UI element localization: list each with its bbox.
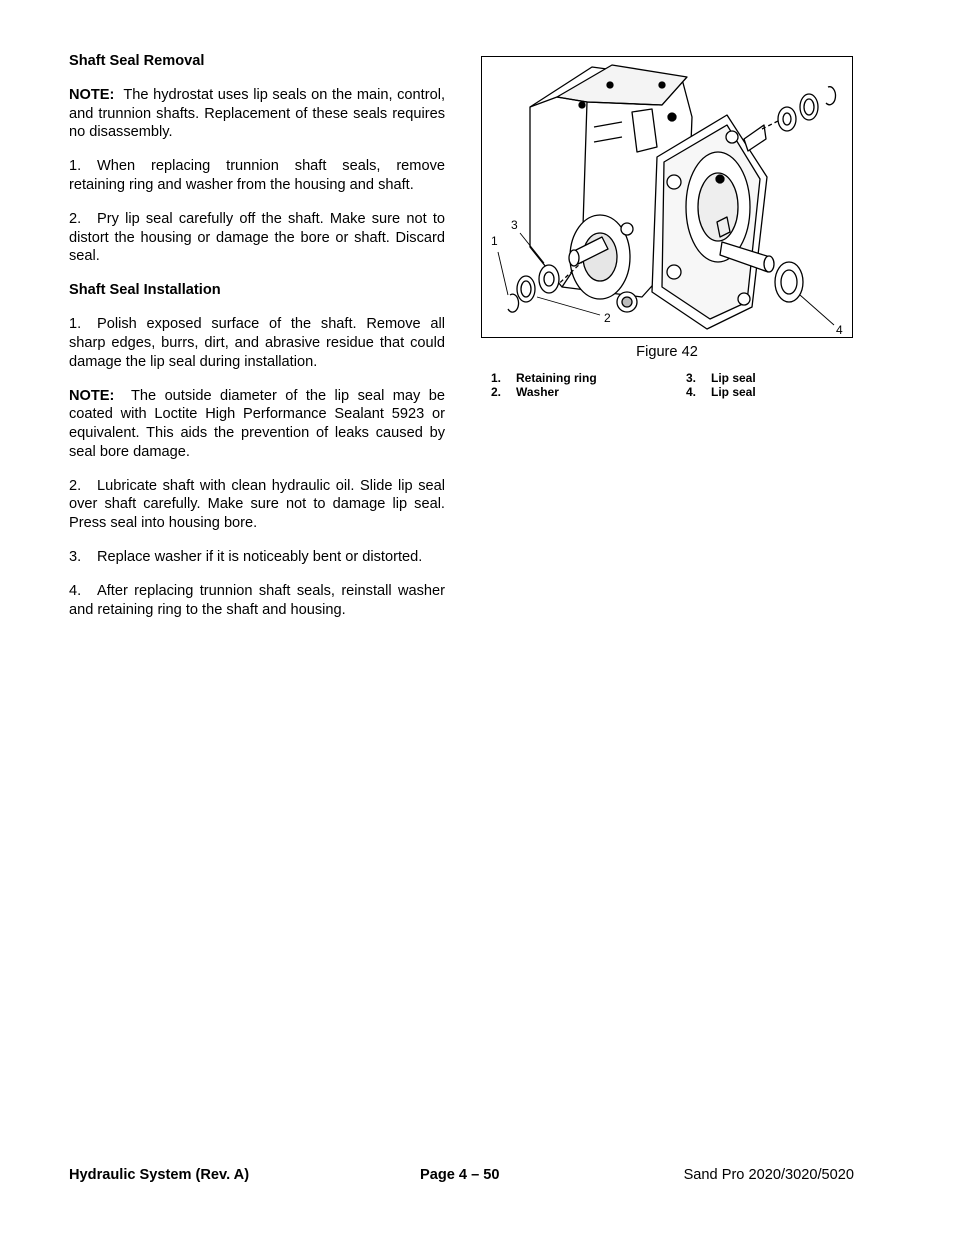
callout-4: 4: [836, 323, 843, 337]
legend-item: [686, 385, 756, 399]
installation-step-2: [69, 477, 445, 533]
legend-label: Lip seal: [711, 385, 756, 399]
step-text: Polish exposed surface of the shaft. Remove all sharp edges, burrs, dirt, and abrasive residue that could damage the lip seal during installation.: [69, 316, 445, 370]
figure-legend-left: [491, 371, 597, 399]
step-text: Lubricate shaft with clean hydraulic oil. Slide lip seal over shaft carefully. Make sure not to damage lip seal. Press seal into housing bore.: [69, 477, 445, 531]
step-text: Replace washer if it is noticeably bent or distorted.: [97, 548, 423, 565]
note-label: NOTE:: [69, 87, 115, 104]
installation-step-1: [69, 315, 445, 371]
removal-step-2: [69, 210, 445, 266]
figure-42-illustration: [481, 56, 853, 338]
footer-product-name: Sand Pro 2020/3020/5020: [683, 1167, 854, 1183]
legend-number: 4.: [686, 385, 697, 399]
upper-washer: [800, 94, 818, 120]
note-text: The hydrostat uses lip seals on the main, control, and trunnion shafts. Replacement of these seals requires no disassembly.: [69, 87, 445, 141]
note-installation: [69, 387, 445, 461]
lower-retaining-ring-1: [508, 294, 519, 312]
step-number: 4.: [69, 582, 82, 599]
legend-label: Lip seal: [711, 371, 756, 385]
step-text: After replacing trunnion shaft seals, reinstall washer and retaining ring to the shaft and housing.: [69, 582, 445, 618]
note-label: NOTE:: [69, 387, 115, 404]
step-text: When replacing trunnion shaft seals, remove retaining ring and washer from the housing and shaft.: [69, 158, 445, 193]
legend-number: 1.: [491, 371, 502, 385]
installation-step-3: [69, 548, 445, 567]
figure-caption: Figure 42: [636, 344, 698, 360]
legend-item: [686, 371, 756, 385]
footer-page-number: Page 4 – 50: [420, 1167, 500, 1183]
step-text: Pry lip seal carefully off the shaft. Make sure not to distort the housing or damage the bore or shaft. Discard seal.: [69, 211, 445, 265]
legend-label: Retaining ring: [516, 371, 597, 385]
main-text-column: [69, 52, 445, 635]
hydrostat-drawing: [482, 57, 853, 338]
section-heading-removal: Shaft Seal Removal: [69, 53, 205, 69]
installation-step-4: [69, 582, 445, 619]
section-heading-installation: Shaft Seal Installation: [69, 282, 221, 299]
lower-washer-2: [517, 276, 535, 302]
callout-3: 3: [511, 218, 518, 232]
step-number: 2.: [69, 477, 82, 494]
callout-2: 2: [604, 311, 611, 325]
legend-number: 2.: [491, 385, 502, 399]
note-text: The outside diameter of the lip seal may be coated with Loctite High Performance Sealant 5923 or equivalent. This aids the prevention of leaks caused by seal bore damage.: [69, 387, 445, 460]
removal-step-1: [69, 157, 445, 194]
note-removal: [69, 86, 445, 142]
step-number: 1.: [69, 158, 82, 175]
upper-retaining-ring: [826, 87, 836, 105]
legend-label: Washer: [516, 385, 559, 399]
figure-legend-right: [686, 371, 756, 399]
step-number: 1.: [69, 316, 82, 333]
legend-item: [491, 385, 597, 399]
step-number: 3.: [69, 548, 82, 565]
footer-section-title: Hydraulic System (Rev. A): [69, 1167, 250, 1183]
legend-item: [491, 371, 597, 385]
callout-1: 1: [491, 234, 498, 248]
step-number: 2.: [69, 211, 82, 228]
legend-number: 3.: [686, 371, 697, 385]
